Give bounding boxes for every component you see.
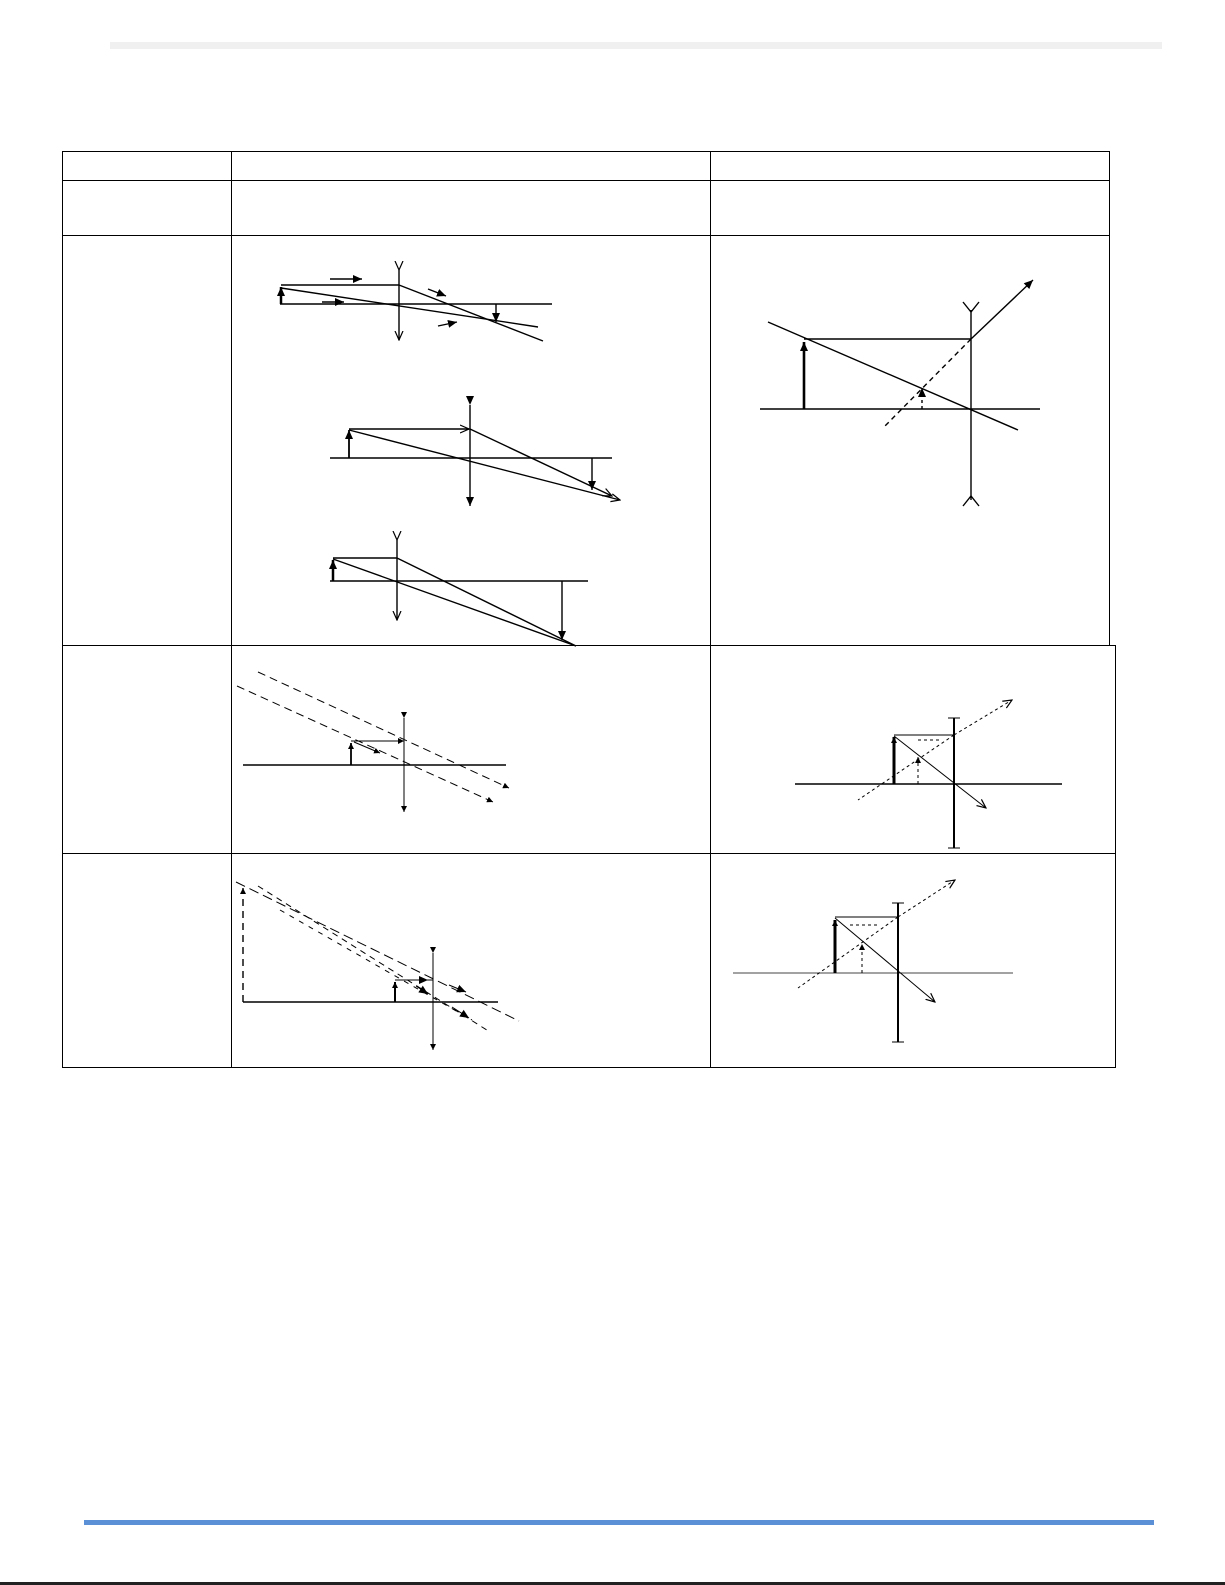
converging-lens-ray-diagrams-icon — [280, 270, 620, 646]
diverging-lens-reduced-image-diagram-icon — [733, 880, 1013, 1042]
converging-lens-magnified-image-diagram-icon — [236, 882, 519, 1050]
converging-lens-virtual-image-diagram-icon — [237, 672, 509, 812]
diverging-lens-ray-diagram-icon — [760, 280, 1040, 506]
diverging-lens-virtual-image-diagram-icon — [795, 700, 1062, 848]
footer-rule — [84, 1520, 1154, 1525]
